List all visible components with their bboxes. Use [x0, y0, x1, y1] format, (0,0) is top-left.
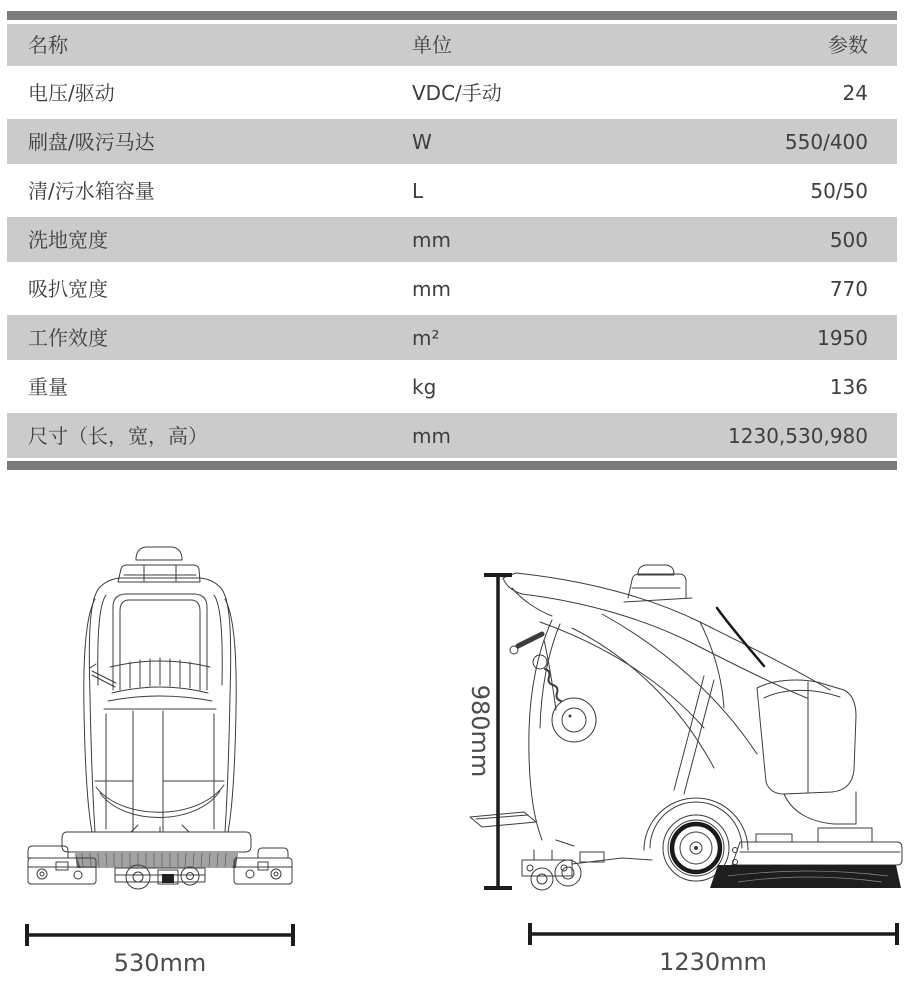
dimension-diagrams: [0, 474, 916, 988]
spec-value: 500: [829, 227, 868, 252]
width-dimension-label: 530mm: [113, 949, 207, 977]
spec-row-voltage: [7, 70, 897, 115]
spec-value: 770: [829, 276, 868, 301]
table-top-border: [7, 11, 897, 20]
spec-row-dimensions: [7, 413, 897, 458]
spec-row-tank-capacity: [7, 168, 897, 213]
spec-unit: W: [412, 129, 432, 154]
column-header-value: 参数: [828, 33, 868, 57]
length-dimension: [530, 923, 897, 945]
table-bottom-border: [7, 461, 897, 470]
spec-name: 电压/驱动: [28, 80, 115, 105]
spec-row-squeegee-width: [7, 266, 897, 311]
spec-name: 清/污水箱容量: [28, 178, 155, 203]
spec-name: 工作效度: [28, 325, 108, 350]
height-dimension-label: 980mm: [466, 684, 494, 778]
column-header-name: 名称: [28, 33, 68, 57]
spec-name: 重量: [28, 374, 68, 399]
width-dimension: [27, 924, 293, 946]
spec-name: 尺寸（长，宽，高）: [28, 423, 208, 448]
side-view-machine: [470, 565, 902, 890]
spec-unit: mm: [412, 423, 451, 448]
spec-value: 550/400: [784, 129, 868, 154]
side-view-drawing: [452, 558, 908, 988]
front-view-drawing: [20, 545, 330, 988]
spec-row-scrub-width: [7, 217, 897, 262]
spec-table: [7, 24, 897, 458]
side-squeegee: [710, 865, 901, 888]
spec-unit: kg: [412, 374, 437, 399]
spec-value: 1230,530,980: [728, 423, 868, 448]
spec-name: 吸扒宽度: [28, 276, 108, 301]
spec-name: 洗地宽度: [28, 227, 108, 252]
front-brush-skirt: [75, 852, 238, 868]
spec-value: 50/50: [810, 178, 868, 203]
spec-row-weight: [7, 364, 897, 409]
spec-row-efficiency: [7, 315, 897, 360]
spec-table-header-row: [7, 24, 897, 66]
spec-unit: mm: [412, 227, 451, 252]
spec-unit: VDC/手动: [412, 80, 502, 105]
spec-unit: m²: [412, 325, 440, 350]
length-dimension-label: 1230mm: [659, 948, 767, 976]
spec-value: 1950: [817, 325, 868, 350]
front-view-machine: [62, 547, 251, 852]
spec-unit: mm: [412, 276, 451, 301]
column-header-unit: 单位: [412, 33, 452, 57]
spec-row-motor: [7, 119, 897, 164]
spec-value: 24: [842, 80, 868, 105]
spec-value: 136: [829, 374, 868, 399]
spec-unit: L: [412, 178, 424, 203]
spec-name: 刷盘/吸污马达: [28, 129, 155, 154]
